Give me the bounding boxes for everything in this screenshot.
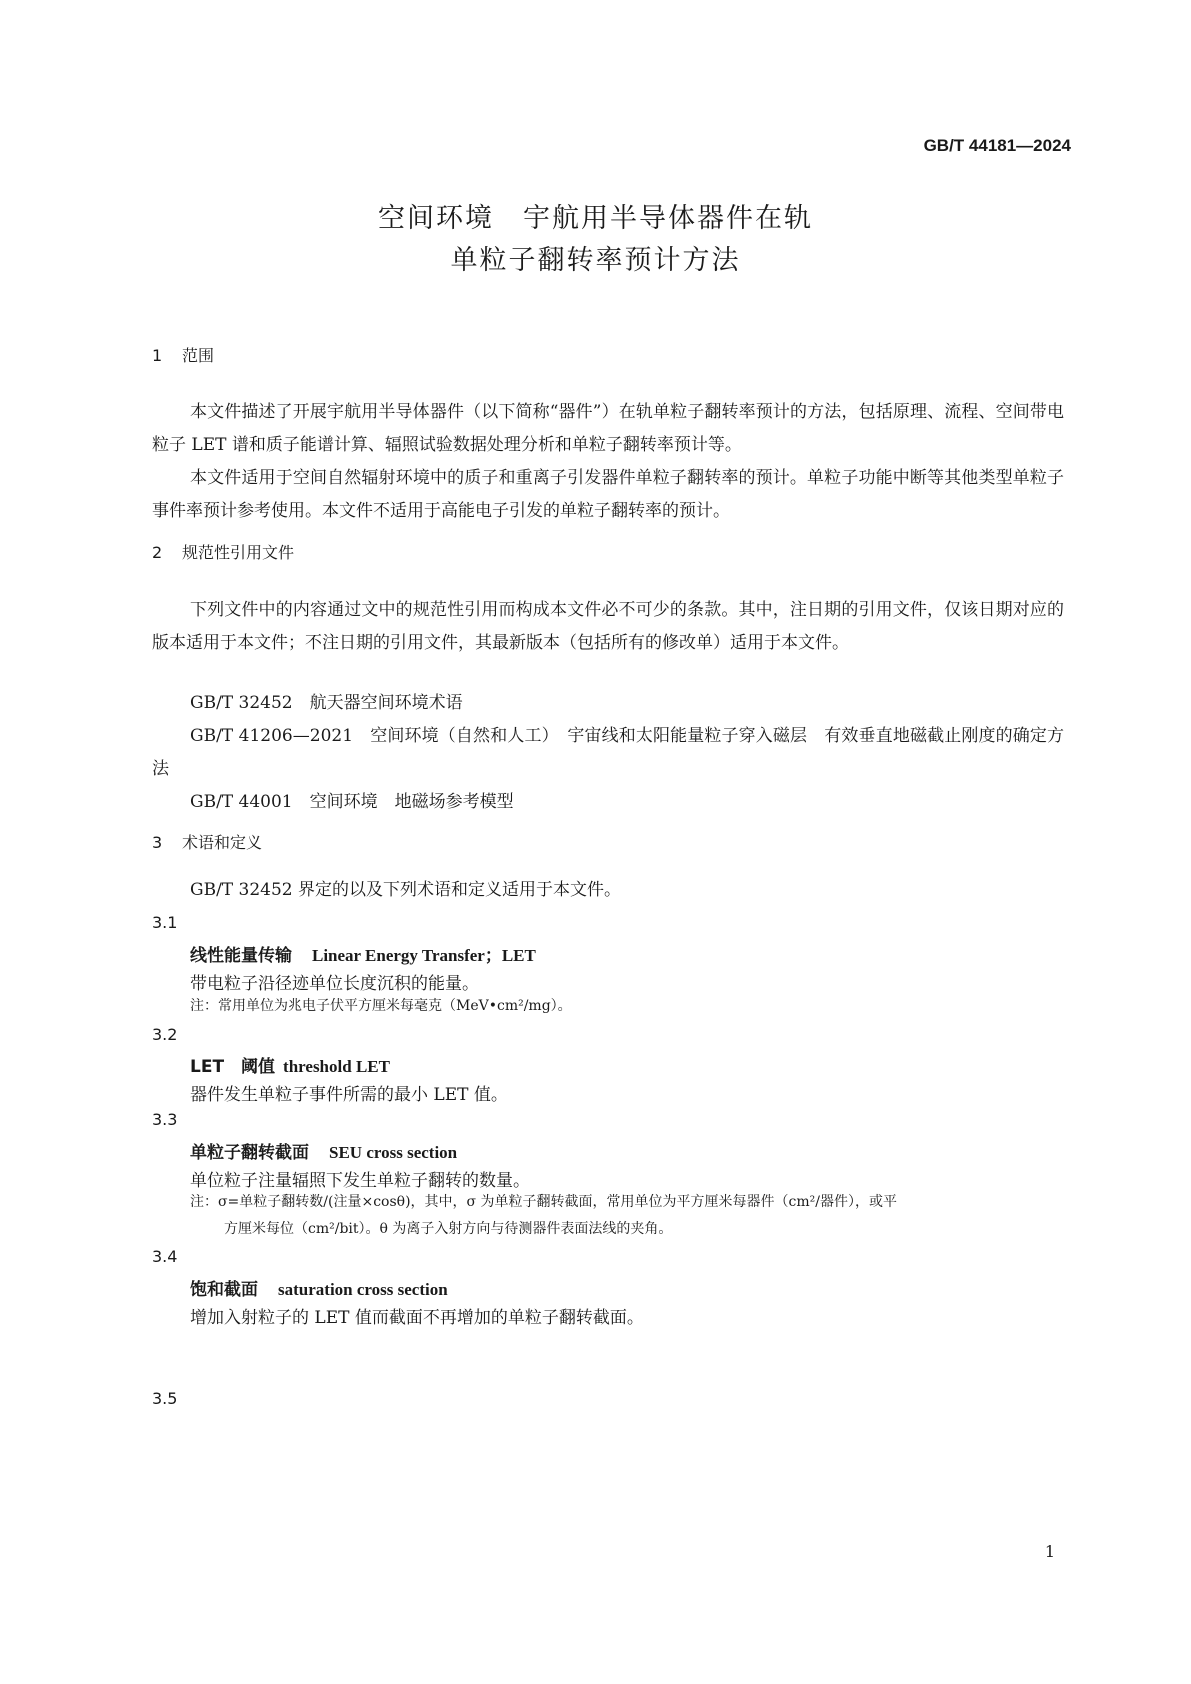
note-text: σ=单粒子翻转数/(注量×cosθ)，其中，σ 为单粒子翻转截面，常用单位为平方厘米每器件（cm²/器件），或平 bbox=[218, 1194, 897, 1210]
term-heading bbox=[190, 1138, 457, 1163]
document-title-line-1: 空间环境 宇航用半导体器件在轨 bbox=[378, 203, 813, 234]
term-number: 3.1 bbox=[152, 913, 178, 932]
reference-item: GB/T 41206—2021 空间环境（自然和人工） 宇宙线和太阳能量粒子穿入磁层 有效垂直地磁截止刚度的确定方法 bbox=[152, 726, 1064, 779]
term-note bbox=[190, 993, 1070, 1020]
scope-paragraph-1: 本文件描述了开展宇航用半导体器件（以下简称“器件”）在轨单粒子翻转率预计的方法，包括原理、流程、空间带电粒子 LET 谱和质子能谱计算、辐照试验数据处理分析和单粒子翻转率预计等。 bbox=[152, 402, 1064, 455]
term-note bbox=[190, 1189, 1070, 1243]
term-number: 3.3 bbox=[152, 1110, 178, 1129]
term-heading bbox=[190, 1052, 390, 1077]
section-1-heading bbox=[152, 343, 214, 366]
standard-number: GB/T 44181—2024 bbox=[923, 136, 1071, 155]
term-heading bbox=[190, 1275, 448, 1300]
section-3-heading bbox=[152, 830, 262, 853]
term-name-zh: 单粒子翻转截面 bbox=[190, 1143, 309, 1163]
term-name-zh: LET 阈值 bbox=[190, 1057, 276, 1077]
term-definition: 带电粒子沿径迹单位长度沉积的能量。 bbox=[190, 974, 479, 994]
term-definition: 器件发生单粒子事件所需的最小 LET 值。 bbox=[190, 1085, 508, 1105]
section-number: 3 bbox=[152, 833, 163, 852]
term-heading bbox=[190, 941, 536, 966]
terms-intro-paragraph: GB/T 32452 界定的以及下列术语和定义适用于本文件。 bbox=[190, 880, 622, 900]
document-title-line-2: 单粒子翻转率预计方法 bbox=[450, 245, 741, 276]
note-text: 常用单位为兆电子伏平方厘米每毫克（MeV•cm²/mg）。 bbox=[218, 998, 572, 1014]
section-number: 1 bbox=[152, 346, 163, 365]
scope-paragraph-2: 本文件适用于空间自然辐射环境中的质子和重离子引发器件单粒子翻转率的预计。单粒子功能中断等其他类型单粒子事件率预计参考使用。本文件不适用于高能电子引发的单粒子翻转率的预计。 bbox=[152, 468, 1064, 521]
reference-item: GB/T 44001 空间环境 地磁场参考模型 bbox=[190, 792, 514, 812]
term-definition: 单位粒子注量辐照下发生单粒子翻转的数量。 bbox=[190, 1171, 530, 1191]
normative-references-paragraph: 下列文件中的内容通过文中的规范性引用而构成本文件必不可少的条款。其中，注日期的引用文件，仅该日期对应的版本适用于本文件；不注日期的引用文件，其最新版本（包括所有的修改单）适用于本文件。 bbox=[152, 600, 1064, 653]
note-label: 注： bbox=[190, 1194, 218, 1210]
term-number: 3.4 bbox=[152, 1247, 178, 1266]
term-name-en: threshold LET bbox=[283, 1057, 390, 1076]
section-2-heading bbox=[152, 540, 294, 563]
term-name-en: saturation cross section bbox=[278, 1280, 448, 1299]
term-name-zh: 饱和截面 bbox=[190, 1280, 258, 1300]
reference-item: GB/T 32452 航天器空间环境术语 bbox=[190, 693, 463, 713]
term-number: 3.2 bbox=[152, 1025, 178, 1044]
term-number: 3.5 bbox=[152, 1389, 178, 1408]
note-label: 注： bbox=[190, 998, 218, 1014]
note-text-continued: 方厘米每位（cm²/bit）。θ 为离子入射方向与待测器件表面法线的夹角。 bbox=[224, 1221, 673, 1237]
section-title: 规范性引用文件 bbox=[182, 543, 295, 562]
term-name-en: Linear Energy Transfer；LET bbox=[312, 946, 536, 965]
section-number: 2 bbox=[152, 543, 163, 562]
term-name-en: SEU cross section bbox=[329, 1143, 458, 1162]
section-title: 范围 bbox=[182, 346, 215, 365]
section-title: 术语和定义 bbox=[182, 833, 263, 852]
term-name-zh: 线性能量传输 bbox=[190, 946, 292, 966]
page-number: 1 bbox=[1044, 1542, 1055, 1561]
term-definition: 增加入射粒子的 LET 值而截面不再增加的单粒子翻转截面。 bbox=[190, 1308, 644, 1328]
